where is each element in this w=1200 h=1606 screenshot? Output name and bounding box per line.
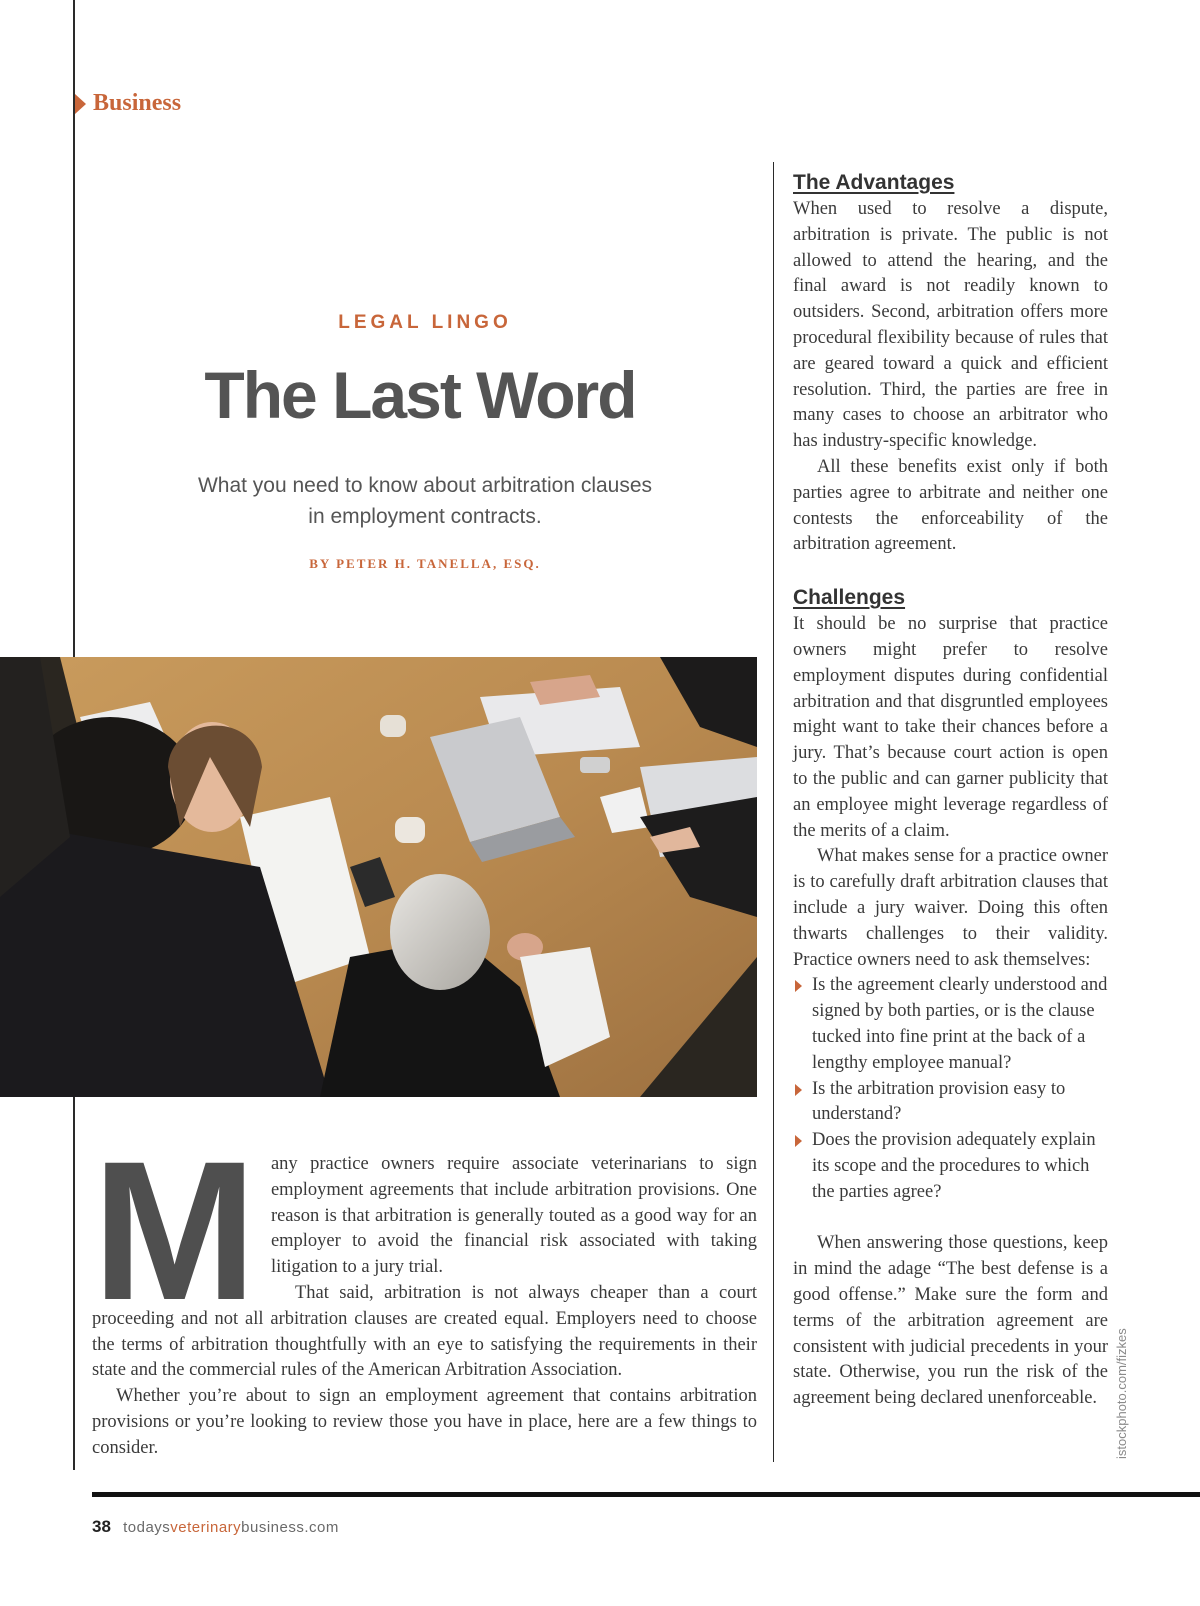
advantages-paragraph-1: When used to resolve a dispute, arbitration is private. The public is not allowed to attend the hearing, and the final award is not readily known to outsiders. Second, arbitration offers more procedural flexibility because of rules that are geared toward a quick and efficient resolution. Third, the parties are free in many cases to choose an arbitrator who has industry-specific knowledge. bbox=[793, 199, 1108, 452]
list-item bbox=[793, 1077, 1108, 1129]
triangle-bullet-icon bbox=[795, 980, 802, 992]
list-item-text: Is the arbitration provision easy to understand? bbox=[812, 1078, 1066, 1125]
triangle-bullet-icon bbox=[795, 1084, 802, 1096]
list-item-text: Is the agreement clearly understood and signed by both parties, or is the clause tucked into fine print at the back of a lengthy employee manual? bbox=[812, 975, 1108, 1073]
triangle-marker-icon bbox=[75, 94, 86, 114]
dek-line-2: in employment contracts. bbox=[308, 505, 542, 528]
article-dek bbox=[180, 470, 670, 532]
advantages-heading: The Advantages bbox=[793, 171, 955, 194]
sidebar-column bbox=[793, 169, 1108, 1412]
body-paragraph-1: any practice owners require associate veterinarians to sign employment agreements that include arbitration provisions. One reason is that arbitration is generally touted as a good way for an employer to avoid the financial risk associated with taking litigation to a jury trial. bbox=[270, 1154, 757, 1278]
list-item bbox=[793, 973, 1108, 1076]
dek-line-1: What you need to know about arbitration clauses bbox=[197, 474, 653, 497]
site-url-prefix: todays bbox=[123, 1519, 171, 1536]
drop-cap: M bbox=[92, 1120, 257, 1341]
section-gap bbox=[793, 558, 1108, 584]
site-url bbox=[123, 1519, 339, 1536]
challenges-paragraph-2: What makes sense for a practice owner is to carefully draft arbitration clauses that include a jury waiver. Doing this often thwarts challenges to their validity. Practice owners need to ask themselves: bbox=[793, 846, 1108, 970]
body-paragraph-3: Whether you’re about to sign an employment agreement that contains arbitration provisions or you’re looking to review those you have in place, here are a few things to consider. bbox=[92, 1386, 757, 1458]
footer-rule bbox=[92, 1492, 1200, 1497]
list-item bbox=[793, 1128, 1108, 1205]
section-gap bbox=[793, 1205, 1108, 1231]
article-title: The Last Word bbox=[204, 358, 636, 432]
meeting-photo-illustration bbox=[0, 657, 757, 1097]
challenges-heading: Challenges bbox=[793, 586, 906, 610]
advantages-paragraph-2: All these benefits exist only if both parties agree to arbitrate and neither one contests the enforceability of the arbitration agreement. bbox=[793, 456, 1108, 555]
body-paragraph-2: That said, arbitration is not always cheaper than a court proceeding and not all arbitration clauses are created equal. Employers need to choose the terms of arbitration thoughtfully with an eye to satisfying the requirements in their state and the commercial rules of the American Arbitration Association. bbox=[92, 1282, 757, 1381]
section-label: Business bbox=[93, 90, 182, 116]
page-number: 38 bbox=[92, 1517, 111, 1536]
question-list bbox=[793, 973, 1108, 1205]
site-url-accent: veterinary bbox=[170, 1519, 242, 1536]
column-divider-rule bbox=[773, 162, 774, 1462]
challenges-paragraph-3: When answering those questions, keep in mind the adage “The best defense is a good offense.” Make sure the form and terms of the arbitration agreement are consistent with judicial precedents in your state. Otherwise, you run the risk of the agreement being declared unenforceable. bbox=[793, 1233, 1108, 1409]
triangle-bullet-icon bbox=[795, 1135, 802, 1147]
article-byline: BY PETER H. TANELLA, ESQ. bbox=[309, 556, 541, 571]
article-kicker: LEGAL LINGO bbox=[338, 312, 512, 333]
section-tag bbox=[75, 90, 181, 117]
list-item-text: Does the provision adequately explain its scope and the procedures to which the parties agree? bbox=[812, 1130, 1096, 1202]
challenges-paragraph-1: It should be no surprise that practice owners might prefer to resolve employment disputes during confidential arbitration and that disgruntled employees might want to take their chances before a jury. That’s because court action is open to the public and can garner publicity that an employee might leverage regardless of the merits of a claim. bbox=[793, 614, 1108, 841]
site-url-suffix: business.com bbox=[241, 1519, 339, 1536]
photo-credit: istockphoto.com/fizkes bbox=[1114, 1328, 1129, 1459]
page-footer bbox=[92, 1517, 339, 1537]
meeting-photo bbox=[0, 657, 757, 1097]
article-body bbox=[92, 1120, 757, 1462]
